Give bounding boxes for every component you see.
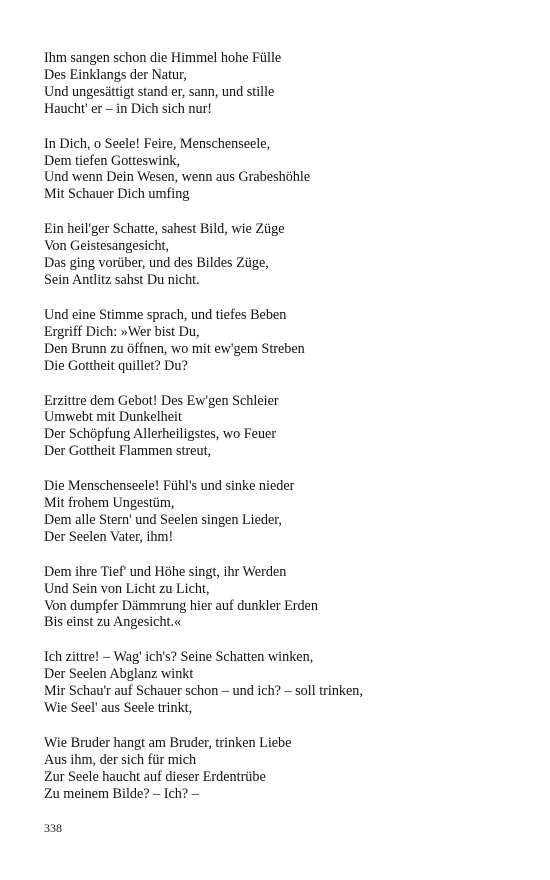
- poem-body: [44, 50, 524, 821]
- poem-line: Zu meinem Bilde? – Ich? –: [44, 785, 199, 802]
- stanza-4: [44, 307, 524, 375]
- poem-line: In Dich, o Seele! Feire, Menschenseele,: [44, 135, 271, 152]
- poem-line: Die Gottheit quillet? Du?: [44, 357, 188, 374]
- poem-line: Mit frohem Ungestüm,: [44, 495, 175, 512]
- poem-line: Der Schöpfung Allerheiligstes, wo Feuer: [44, 426, 277, 443]
- stanza-6: [44, 478, 524, 546]
- poem-line: Ergriff Dich: »Wer bist Du,: [44, 323, 200, 340]
- poem-line: Ich zittre! – Wag' ich's? Seine Schatten winken,: [44, 649, 314, 666]
- poem-line: Und ungesättigt stand er, sann, und stille: [44, 83, 275, 100]
- poem-line: Wie Bruder hangt am Bruder, trinken Liebe: [44, 735, 292, 751]
- stanza-7: [44, 564, 524, 632]
- poem-line: Aus ihm, der sich für mich: [44, 751, 197, 768]
- poem-line: Das ging vorüber, und des Bildes Züge,: [44, 255, 269, 272]
- poem-line: Und Sein von Licht zu Licht,: [44, 580, 210, 597]
- poem-line: Der Seelen Abglanz winkt: [44, 666, 194, 683]
- poem-line: Mir Schau'r auf Schauer schon – und ich? – soll trinken,: [44, 683, 363, 700]
- page-number: 338: [44, 821, 62, 835]
- poem-line: Zur Seele haucht auf dieser Erdentrübe: [44, 768, 266, 785]
- poem-line: Haucht' er – in Dich sich nur!: [44, 100, 213, 117]
- stanza-5: [44, 393, 524, 461]
- poem-line: Dem ihre Tief' und Höhe singt, ihr Werden: [44, 563, 287, 580]
- poem-line: Erzittre dem Gebot! Des Ew'gen Schleier: [44, 392, 279, 409]
- poem-line: Dem tiefen Gotteswink,: [44, 152, 180, 169]
- poem-line: Bis einst zu Angesicht.«: [44, 614, 182, 631]
- poem-line: Des Einklangs der Natur,: [44, 66, 187, 83]
- poem-line: Die Menschenseele! Fühl's und sinke nieder: [44, 478, 295, 495]
- stanza-3: [44, 221, 524, 289]
- poem-line: Wie Seel' aus Seele trinkt,: [44, 700, 193, 717]
- poem-line: Und wenn Dein Wesen, wenn aus Grabeshöhle: [44, 169, 311, 186]
- poem-line: Mit Schauer Dich umfing: [44, 186, 190, 203]
- stanza-2: [44, 136, 524, 204]
- stanza-8: [44, 649, 524, 717]
- poem-line: Von dumpfer Dämmrung hier auf dunkler Erden: [44, 597, 318, 614]
- poem-line: Ein heil'ger Schatte, sahest Bild, wie Züge: [44, 221, 285, 238]
- poem-line: Ihm sangen schon die Himmel hohe Fülle: [44, 50, 282, 66]
- poem-line: Umwebt mit Dunkelheit: [44, 409, 182, 426]
- poem-line: Dem alle Stern' und Seelen singen Lieder,: [44, 511, 282, 528]
- poem-line: Sein Antlitz sahst Du nicht.: [44, 271, 200, 288]
- poem-line: Der Seelen Vater, ihm!: [44, 528, 174, 545]
- poem-line: Den Brunn zu öffnen, wo mit ew'gem Streben: [44, 340, 305, 357]
- poem-line: Und eine Stimme sprach, und tiefes Beben: [44, 306, 287, 323]
- poem-line: Von Geistesangesicht,: [44, 238, 170, 255]
- stanza-1: [44, 50, 524, 118]
- stanza-9: [44, 735, 524, 803]
- poem-line: Der Gottheit Flammen streut,: [44, 443, 212, 460]
